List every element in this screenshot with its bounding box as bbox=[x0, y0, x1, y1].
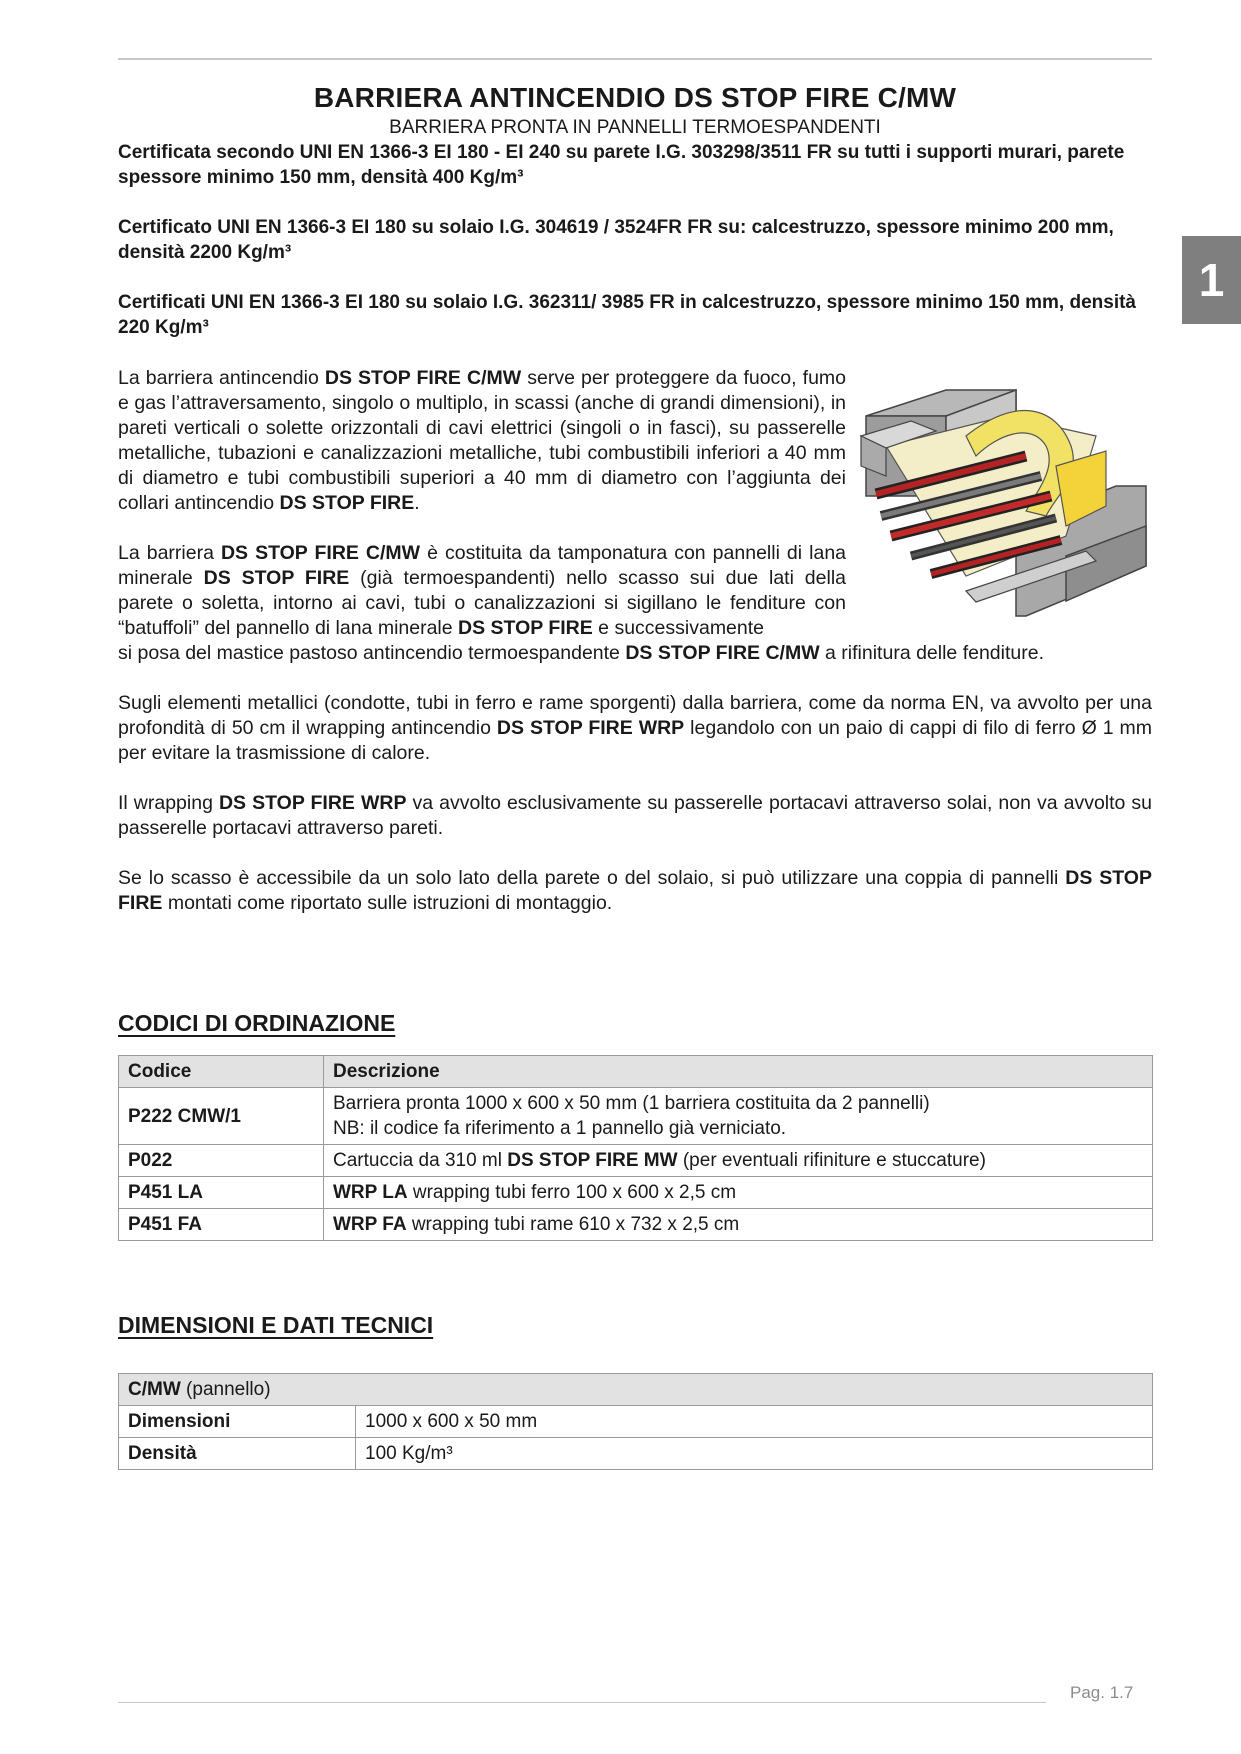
value-cell: 100 Kg/m³ bbox=[356, 1438, 1153, 1470]
composition-paragraph-end: si posa del mastice pastoso antincendio termoespandente DS STOP FIRE C/MW a rifinitura delle fenditure. bbox=[118, 642, 1044, 664]
description-cell: WRP FA wrapping tubi rame 610 x 732 x 2,5 cm bbox=[324, 1209, 1153, 1241]
description-cell: Barriera pronta 1000 x 600 x 50 mm (1 barriera costituita da 2 pannelli) NB: il codice fa riferimento a 1 pannello già verniciato. bbox=[324, 1088, 1153, 1145]
page-title: BARRIERA ANTINCENDIO DS STOP FIRE C/MW bbox=[313, 82, 957, 113]
table-row bbox=[119, 1177, 1153, 1209]
composition-paragraph: La barriera DS STOP FIRE C/MW è costituita da tamponatura con pannelli di lana minerale DS STOP FIRE (già termoespandenti) nello scasso sui due lati della parete o soletta, intorno ai cavi, tubi o canalizzazioni si sigillano le fenditure con “batuffoli” del pannello di lana minerale DS STOP FIRE e successivamente bbox=[118, 542, 847, 639]
page-subtitle: BARRIERA PRONTA IN PANNELLI TERMOESPANDENTI bbox=[389, 117, 881, 138]
ordering-heading: CODICI DI ORDINAZIONE bbox=[118, 1010, 396, 1036]
description-cell: WRP LA wrapping tubi ferro 100 x 600 x 2,5 cm bbox=[324, 1177, 1153, 1209]
ordering-table bbox=[118, 1055, 1153, 1241]
value-cell: 1000 x 600 x 50 mm bbox=[356, 1406, 1153, 1438]
wrapping-note-paragraph: Il wrapping DS STOP FIRE WRP va avvolto esclusivamente su passerelle portacavi attraverso solai, non va avvolto su passerelle portacavi attraverso pareti. bbox=[118, 792, 1153, 839]
label-cell: Densità bbox=[119, 1438, 356, 1470]
column-header-description: Descrizione bbox=[324, 1056, 1153, 1088]
code-cell: P022 bbox=[119, 1145, 324, 1177]
code-cell: P451 FA bbox=[119, 1209, 324, 1241]
single-side-paragraph: Se lo scasso è accessibile da un solo lato della parete o del solaio, si può utilizzare una coppia di pannelli DS STOP FIRE montati come riportato sulle istruzioni di montaggio. bbox=[118, 867, 1152, 914]
technical-table bbox=[118, 1373, 1153, 1470]
wrapping-paragraph: Sugli elementi metallici (condotte, tubi in ferro e rame sporgenti) dalla barriera, come da norma EN, va avvolto per una profondità di 50 cm il wrapping antincendio DS STOP FIRE WRP legandolo con un paio di cappi di filo di ferro Ø 1 mm per evitare la trasmissione di calore. bbox=[118, 692, 1153, 764]
code-cell: P222 CMW/1 bbox=[119, 1088, 324, 1145]
description-cell: Cartuccia da 310 ml DS STOP FIRE MW (per eventuali rifiniture e stuccature) bbox=[324, 1145, 1153, 1177]
top-rule bbox=[118, 58, 1152, 60]
table-row bbox=[119, 1088, 1153, 1145]
table-row bbox=[119, 1438, 1153, 1470]
code-cell: P451 LA bbox=[119, 1177, 324, 1209]
table-row bbox=[119, 1209, 1153, 1241]
label-cell: Dimensioni bbox=[119, 1406, 356, 1438]
section-tab: 1 bbox=[1182, 236, 1241, 324]
group-header-cell: C/MW (pannello) bbox=[119, 1374, 1153, 1406]
certification-3: Certificati UNI EN 1366-3 EI 180 su solaio I.G. 362311/ 3985 FR in calcestruzzo, spessore minimo 150 mm, densità 220 Kg/m³ bbox=[118, 292, 1136, 338]
certification-2: Certificato UNI EN 1366-3 EI 180 su solaio I.G. 304619 / 3524FR FR su: calcestruzzo, spessore minimo 200 mm, densità 2200 Kg/m³ bbox=[118, 217, 1114, 263]
table-group-row bbox=[119, 1374, 1153, 1406]
certification-1: Certificata secondo UNI EN 1366-3 EI 180 - EI 240 su parete I.G. 303298/3511 FR su tutti i supporti murari, parete spessore minimo 150 mm, densità 400 Kg/m³ bbox=[118, 142, 1125, 188]
table-row bbox=[119, 1145, 1153, 1177]
bottom-rule bbox=[118, 1702, 1046, 1703]
technical-heading: DIMENSIONI E DATI TECNICI bbox=[118, 1312, 434, 1338]
column-header-code: Codice bbox=[119, 1056, 324, 1088]
table-row bbox=[119, 1406, 1153, 1438]
intro-paragraph: La barriera antincendio DS STOP FIRE C/MW serve per proteggere da fuoco, fumo e gas l’attraversamento, singolo o multiplo, in scassi (anche di grandi dimensioni), in pareti verticali o solette orizzontali di cavi elettrici (singoli o in fasci), su passerelle metalliche, tubazioni e canalizzazioni metalliche, tubi combustibili inferiori a 40 mm di diametro e tubi combustibili superiori a 40 mm di diametro con l’aggiunta dei collari antincendio DS STOP FIRE. bbox=[118, 367, 847, 514]
page-number: Pag. 1.7 bbox=[1070, 1683, 1134, 1702]
fire-barrier-illustration bbox=[856, 376, 1156, 636]
